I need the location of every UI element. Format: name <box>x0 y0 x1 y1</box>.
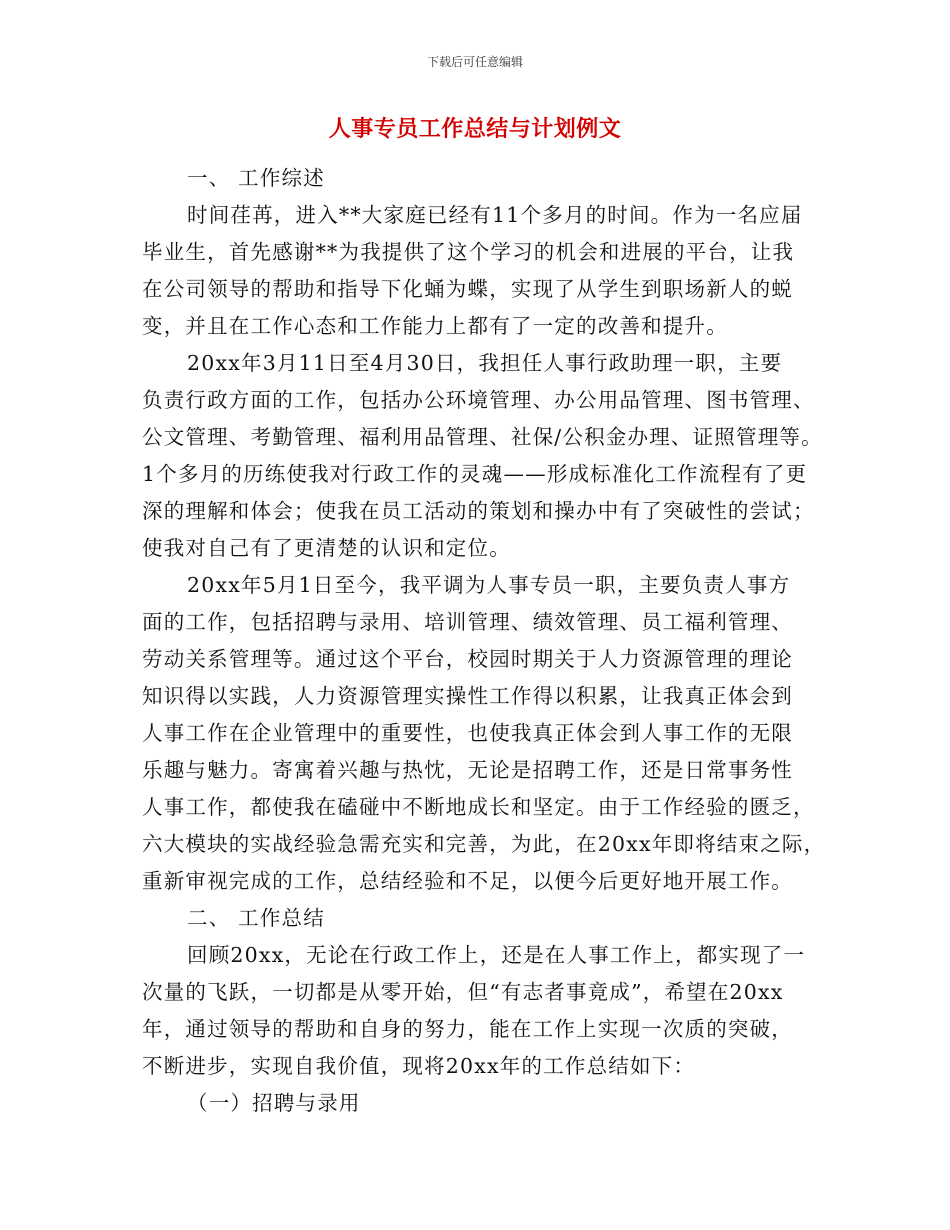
section-heading: 一、 工作综述 <box>187 166 325 190</box>
paragraph-line: 不断进步，实现自我价值，现将20xx年的工作总结如下： <box>142 1054 696 1078</box>
paragraph-line: 变，并且在工作心态和工作能力上都有了一定的改善和提升。 <box>142 314 728 338</box>
paragraph-line: 人事工作在企业管理中的重要性，也使我真正体会到人事工作的无限 <box>142 721 793 745</box>
paragraph-line: 次量的飞跃，一切都是从零开始，但“有志者事竟成”，希望在20xx <box>142 980 784 1004</box>
paragraph-line: 劳动关系管理等。通过这个平台，校园时期关于人力资源管理的理论 <box>142 647 793 671</box>
paragraph-line: 20xx年3月11日至4月30日，我担任人事行政助理一职，主要 <box>187 351 783 375</box>
paragraph-line: 深的理解和体会；使我在员工活动的策划和操办中有了突破性的尝试； <box>142 499 815 523</box>
paragraph-line: 20xx年5月1日至今，我平调为人事专员一职，主要负责人事方 <box>187 573 791 597</box>
paragraph-line: 负责行政方面的工作，包括办公环境管理、办公用品管理、图书管理、 <box>142 388 815 412</box>
paragraph-line: 公文管理、考勤管理、福利用品管理、社保/公积金办理、证照管理等。 <box>142 425 823 449</box>
paragraph-line: 时间荏苒，进入**大家庭已经有11个多月的时间。作为一名应届 <box>187 203 803 227</box>
paragraph-line: 在公司领导的帮助和指导下化蛹为蝶，实现了从学生到职场新人的蜕 <box>142 277 793 301</box>
document-body <box>142 160 826 1122</box>
paragraph-line: 使我对自己有了更清楚的认识和定位。 <box>142 536 511 560</box>
paragraph-line: 回顾20xx，无论在行政工作上，还是在人事工作上，都实现了一 <box>187 943 806 967</box>
paragraph-line: 六大模块的实战经验急需充实和完善，为此，在20xx年即将结束之际， <box>142 832 826 856</box>
paragraph-line: 1个多月的历练使我对行政工作的灵魂——形成标准化工作流程有了更 <box>142 462 808 486</box>
paragraph-line: 知识得以实践，人力资源管理实操性工作得以积累，让我真正体会到 <box>142 684 793 708</box>
paragraph-line: 重新审视完成的工作，总结经验和不足，以便今后更好地开展工作。 <box>142 869 793 893</box>
section-heading: 二、 工作总结 <box>187 906 325 930</box>
section-heading: （一）招聘与录用 <box>187 1091 361 1115</box>
paragraph-line: 乐趣与魅力。寄寓着兴趣与热忱，无论是招聘工作，还是日常事务性 <box>142 758 793 782</box>
page-header-note: 下载后可任意编辑 <box>426 55 523 69</box>
document-title: 人事专员工作总结与计划例文 <box>328 116 622 142</box>
paragraph-line: 毕业生，首先感谢**为我提供了这个学习的机会和进展的平台，让我 <box>142 240 795 264</box>
paragraph-line: 年，通过领导的帮助和自身的努力，能在工作上实现一次质的突破， <box>142 1017 793 1041</box>
paragraph-line: 面的工作，包括招聘与录用、培训管理、绩效管理、员工福利管理、 <box>142 610 793 634</box>
paragraph-line: 人事工作，都使我在磕碰中不断地成长和坚定。由于工作经验的匮乏， <box>142 795 815 819</box>
